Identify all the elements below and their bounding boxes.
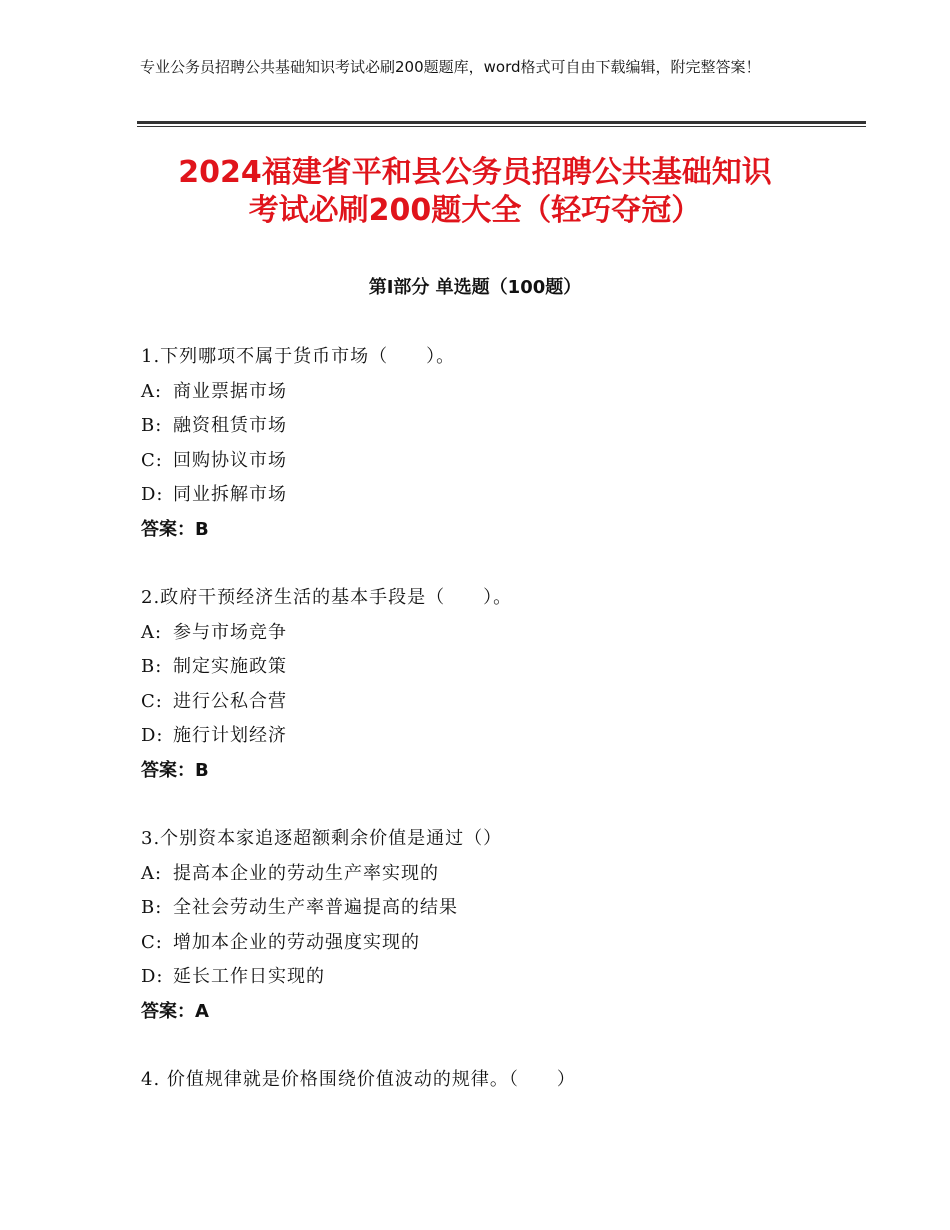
answer-line: 答案：B: [141, 759, 209, 781]
question-list: [141, 340, 861, 1132]
option-letter: A:: [141, 380, 163, 402]
header-divider-thin: [137, 126, 866, 127]
option-text: 增加本企业的劳动强度实现的: [173, 931, 420, 953]
option-text: 回购协议市场: [173, 449, 287, 471]
option-letter: C:: [141, 690, 163, 712]
option-b: [141, 409, 861, 444]
option-letter: A:: [141, 862, 163, 884]
option-letter: C:: [141, 449, 163, 471]
option-text: 延长工作日实现的: [173, 966, 325, 987]
option-a: [141, 857, 861, 892]
option-text: 进行公私合营: [173, 690, 287, 712]
question-item: [141, 340, 861, 547]
answer-line: 答案：A: [141, 1000, 209, 1022]
title-line: 2024福建省平和县公务员招聘公共基础知识: [178, 155, 772, 190]
option-letter: D:: [141, 484, 164, 505]
question-stem: 1.下列哪项不属于货币市场（ ）。: [141, 346, 456, 367]
option-a: [141, 616, 861, 651]
option-c: [141, 685, 861, 720]
option-b: [141, 650, 861, 685]
option-c: [141, 926, 861, 961]
option-text: 参与市场竞争: [173, 621, 287, 643]
header-divider-thick: [137, 121, 866, 124]
option-text: 提高本企业的劳动生产率实现的: [173, 862, 439, 884]
option-text: 制定实施政策: [173, 656, 287, 677]
option-text: 同业拆解市场: [173, 484, 287, 505]
section-title: 第Ⅰ部分 单选题（100题）: [368, 277, 582, 298]
option-d: [141, 719, 861, 754]
question-item: [141, 581, 861, 788]
option-d: [141, 960, 861, 995]
question-stem: 4. 价值规律就是价格围绕价值波动的规律。（ ）: [141, 1069, 576, 1090]
option-text: 融资租赁市场: [173, 415, 287, 436]
option-text: 商业票据市场: [173, 380, 287, 402]
header-note: 专业公务员招聘公共基础知识考试必刷200题题库，word格式可自由下载编辑，附完整答案！: [140, 58, 761, 76]
option-text: 施行计划经济: [173, 725, 287, 746]
option-letter: A:: [141, 621, 163, 643]
document-title: [100, 154, 850, 230]
title-line: 考试必刷200题大全（轻巧夺冠）: [248, 193, 702, 228]
option-letter: B:: [141, 656, 163, 677]
question-stem: 3.个别资本家追逐超额剩余价值是通过（）: [141, 828, 503, 849]
question-stem: 2.政府干预经济生活的基本手段是（ ）。: [141, 587, 513, 608]
question-item: [141, 822, 861, 1029]
option-d: [141, 478, 861, 513]
option-b: [141, 891, 861, 926]
option-letter: D:: [141, 725, 164, 746]
option-letter: B:: [141, 897, 163, 918]
option-a: [141, 375, 861, 410]
option-letter: B:: [141, 415, 163, 436]
answer-line: 答案：B: [141, 518, 209, 540]
option-letter: D:: [141, 966, 164, 987]
question-item: [141, 1063, 861, 1098]
option-text: 全社会劳动生产率普遍提高的结果: [173, 897, 458, 918]
option-letter: C:: [141, 931, 163, 953]
option-c: [141, 444, 861, 479]
